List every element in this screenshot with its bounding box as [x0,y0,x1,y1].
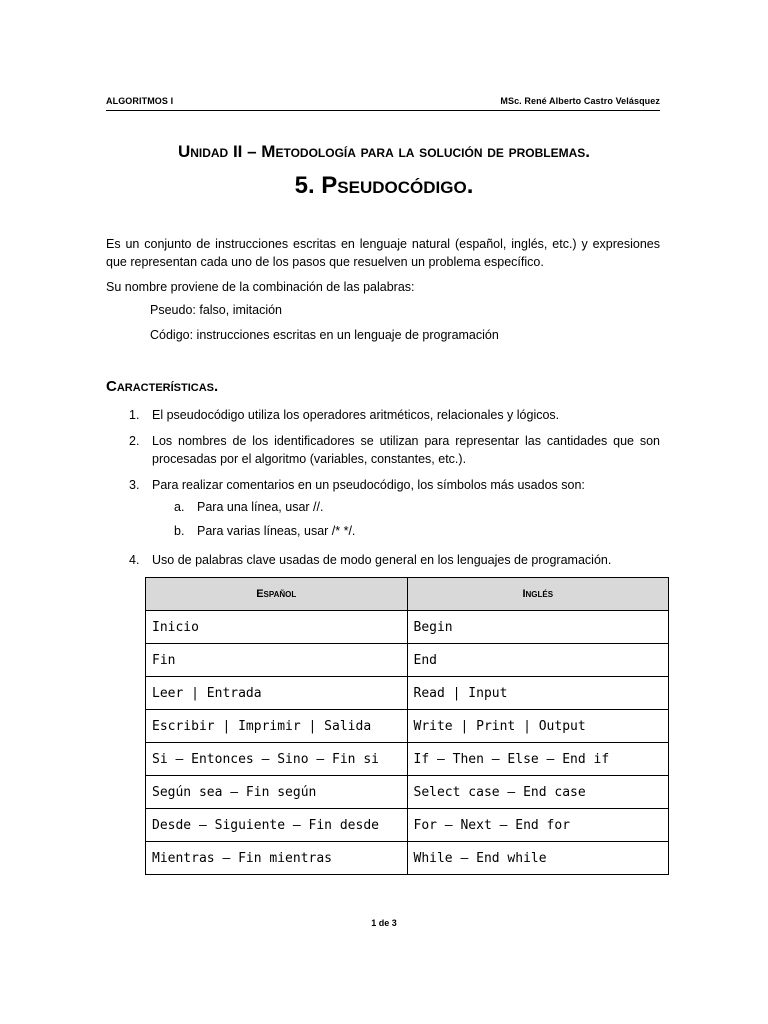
sub-list-item-text: Para una línea, usar //. [197,500,324,514]
section-title: 5. Pseudocódigo. [294,172,474,199]
table-cell: For – Next – End for [407,809,669,842]
table-cell: If – Then – Else – End if [407,743,669,776]
table-cell: While – End while [407,842,669,875]
table-row [146,611,669,644]
sub-list-item-letter: b. [174,524,185,538]
list-item-text: Para realizar comentarios en un pseudocódigo, los símbolos más usados son: [152,478,585,492]
table-cell: Desde – Siguiente – Fin desde [146,809,408,842]
table-cell: Fin [146,644,408,677]
keywords-table [145,577,669,875]
table-row [146,710,669,743]
table-cell: Si – Entonces – Sino – Fin si [146,743,408,776]
table-cell: Begin [407,611,669,644]
list-item-text: El pseudocódigo utiliza los operadores aritméticos, relacionales y lógicos. [152,408,560,422]
table-cell: Según sea – Fin según [146,776,408,809]
table-row [146,677,669,710]
table-cell: Write | Print | Output [407,710,669,743]
table-row [146,776,669,809]
table-cell: Leer | Entrada [146,677,408,710]
table-row [146,809,669,842]
table-cell: Select case – End case [407,776,669,809]
definition-pseudo: Pseudo: falso, imitación [150,303,283,317]
definition-codigo: Código: instrucciones escritas en un lenguaje de programación [150,328,499,342]
origin-paragraph: Su nombre proviene de la combinación de las palabras: [106,280,415,294]
sub-list-item-letter: a. [174,500,185,514]
characteristics-heading: Características. [106,378,219,395]
table-row [146,743,669,776]
list-item-number: 4. [129,553,140,567]
list-item-number: 2. [129,434,140,448]
table-cell: End [407,644,669,677]
table-cell: Mientras – Fin mientras [146,842,408,875]
sub-list-item-text: Para varias líneas, usar /* */. [197,524,356,538]
page-number: 1 de 3 [371,918,397,928]
header-rule [106,110,660,111]
column-header-espanol: Español [146,578,408,611]
list-item-text: Uso de palabras clave usadas de modo general en los lenguajes de programación. [152,553,612,567]
list-item-text: Los nombres de los identificadores se utilizan para representar las cantidades que son procesadas por el algoritmo (variables, constantes, etc.). [152,434,660,466]
header-course: ALGORITMOS I [106,96,174,106]
list-item-number: 1. [129,408,140,422]
table-cell: Escribir | Imprimir | Salida [146,710,408,743]
intro-paragraph: Es un conjunto de instrucciones escritas en lenguaje natural (español, inglés, etc.) y expresiones que representan cada uno de los pasos que resuelven un problema específico. [106,237,660,269]
header-author: MSc. René Alberto Castro Velásquez [500,96,660,106]
table-header-row [146,578,669,611]
column-header-ingles: Inglés [407,578,669,611]
table-row [146,644,669,677]
list-item-number: 3. [129,478,140,492]
unit-title: Unidad II – Metodología para la solución de problemas. [177,142,591,161]
table-cell: Inicio [146,611,408,644]
table-cell: Read | Input [407,677,669,710]
table-row [146,842,669,875]
